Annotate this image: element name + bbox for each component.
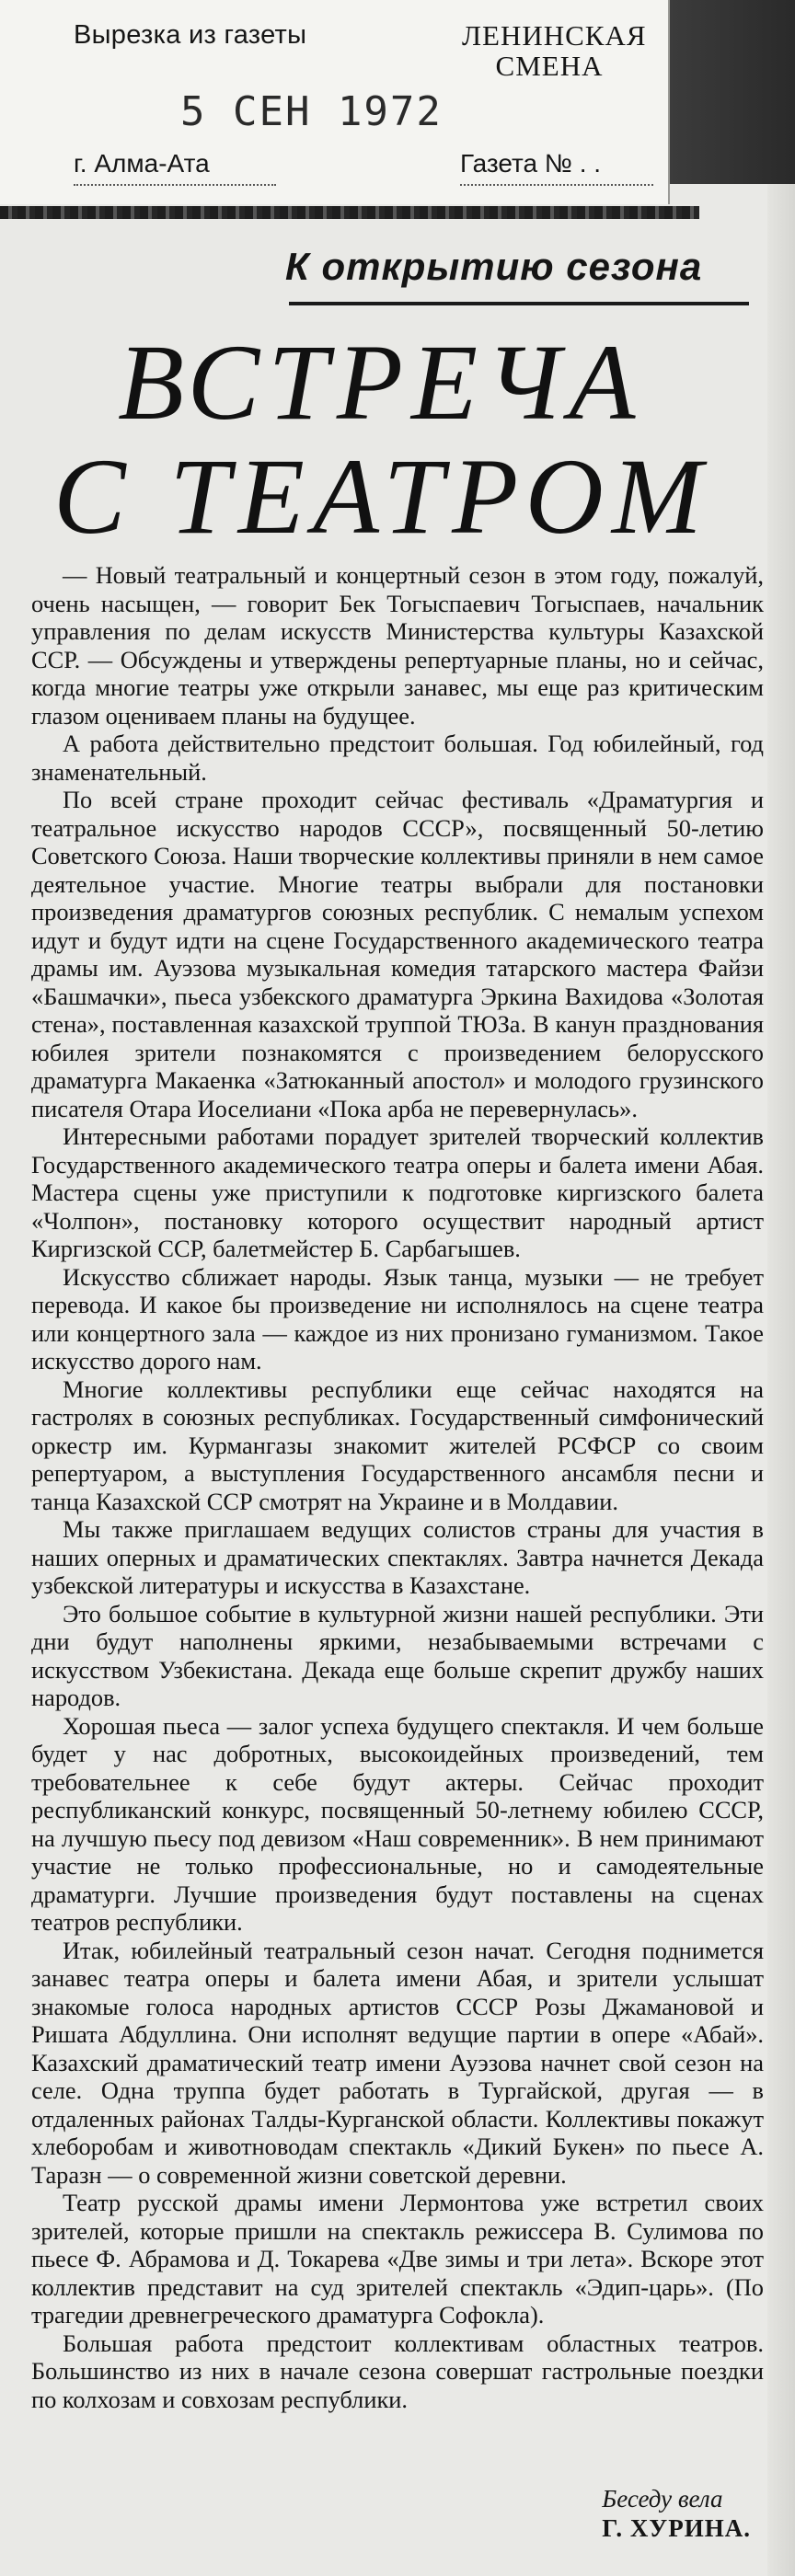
byline-name: Г. ХУРИНА.	[602, 2514, 751, 2542]
newspaper-clipping	[13, 226, 766, 2563]
paragraph: — Новый театральный и концертный сезон в этом году, пожалуй, очень насыщен, — говорит Бек Тогыспаевич Тогыспаев, начальник управления по делам искусств Министерства культуры Казахской ССР. — Обсуждены и утверждены репертуарные планы, но и сейчас, когда многие театры уже открыли занавес, мы еще раз критическим глазом оцениваем планы на будущее.	[31, 561, 764, 730]
paragraph: Итак, юбилейный театральный сезон начат. Сегодня поднимется занавес театра оперы и балета имени Абая, и зрители услышат знакомые голоса народных артистов СССР Розы Джамановой и Ришата Абдуллина. Они исполнят ведущие партии в опере «Абай». Казахский драматический театр имени Ауэзова начнет свой сезон на селе. Одна труппа будет работать в Тургайской, другая — в отдаленных районах Талды-Курганской области. Коллективы покажут хлеборобам и животноводам спектакль «Дикий Букен» по пьесе А. Таразн — о современной жизни советской деревни.	[31, 1936, 764, 2189]
byline-label: Беседу вела	[602, 2485, 723, 2513]
paragraph: Большая работа предстоит коллективам областных театров. Большинство из них в начале сезона совершат гастрольные поездки по колхозам и совхозам республики.	[31, 2329, 764, 2413]
date-stamp: 5 СЕН 1972	[180, 88, 443, 135]
headline-line-1: ВСТРЕЧА	[118, 322, 644, 443]
byline	[602, 2484, 751, 2543]
slip-paper-number: Газета № . .	[460, 149, 602, 178]
paragraph: Интересными работами порадует зрителей творческий коллектив Государственного академического театра оперы и балета имени Абая. Мастера сцены уже приступили к подготовке киргизского балета «Чолпон», постановку которого осуществит народный артист Киргизской ССР, балетмейстер Б. Сарбагышев.	[31, 1122, 764, 1262]
article-body	[31, 561, 764, 2413]
slip-city: г. Алма-Ата	[74, 149, 210, 178]
newspaper-name: ЛЕНИНСКАЯ СМЕНА	[462, 19, 647, 82]
rubric: К открытию сезона	[285, 245, 703, 288]
paragraph: Искусство сближает народы. Язык танца, музыки — не требует перевода. И какое бы произведение ни исполнялось на сцене театра или концертного зала — каждое из них пронизано гуманизмом. Такое искусство дорого нам.	[31, 1262, 764, 1374]
paragraph: Хорошая пьеса — залог успеха будущего спектакля. И чем больше будет у нас добротных, высокоидейных произведений, тем требовательнее к себе будут актеры. Сейчас проходит республиканский конкурс, посвященный 50-летнему юбилею СССР, на лучшую пьесу под девизом «Наш современник». В нем принимают участие не только профессиональные, но и самодеятельные драматурги. Лучшие произведения будут поставлены на сценах театров республики.	[31, 1711, 764, 1936]
slip-label: Вырезка из газеты	[74, 20, 307, 50]
scanner-margin-shadow	[767, 184, 795, 2576]
paragraph: А работа действительно предстоит большая. Год юбилейный, год знаменательный.	[31, 730, 764, 786]
scanner-margin	[668, 0, 795, 184]
headline-line-2: С ТЕАТРОМ	[53, 436, 711, 557]
paragraph: Театр русской драмы имени Лермонтова уже встретил своих зрителей, которые пришли на спектакль режиссера В. Сулимова по пьесе Ф. Абрамова и Д. Токарева «Две зимы и три лета». Вскоре этот коллектив представит на суд зрителей спектакль «Эдип-царь». (По трагедии древнегреческого драматурга Софокла).	[31, 2189, 764, 2329]
city-underline	[74, 184, 276, 186]
headline	[53, 322, 762, 557]
paragraph: Мы также приглашаем ведущих солистов страны для участия в наших оперных и драматических спектаклях. Завтра начнется Декада узбекской литературы и искусства в Казахстане.	[31, 1515, 764, 1599]
paragraph: Многие коллективы республики еще сейчас находятся на гастролях в союзных республиках. Государственный симфонический оркестр им. Курмангазы знакомит жителей РСФСР со своим репертуаром, а выступления Государственного ансамбля песни и танца Казахской ССР смотрят на Украине и в Молдавии.	[31, 1374, 764, 1515]
paper-number-underline	[460, 184, 653, 186]
torn-edge	[0, 206, 699, 219]
clipping-bureau-slip	[0, 0, 670, 204]
rubric-rule	[289, 302, 749, 305]
paragraph: По всей стране проходит сейчас фестиваль «Драматургия и театральное искусство народов СССР», посвященный 50-летию Советского Союза. Наши творческие коллективы приняли в нем самое деятельное участие. Многие театры выбрали для постановки произведения драматургов союзных республик. С немалым успехом идут и будут идти на сцене Государственного академического театра драмы им. Ауэзова музыкальная комедия татарского мастера Файзи «Башмачки», пьеса узбекского драматурга Эркина Вахидова «Золотая стена», поставленная казахской труппой ТЮЗа. В канун празднования юбилея зрители познакомятся с произведением белорусского драматурга Макаенка «Затюканный апостол» и молодого грузинского писателя Отара Иоселиани «Пока арба не перевернулась».	[31, 786, 764, 1122]
paragraph: Это большое событие в культурной жизни нашей республики. Эти дни будут наполнены яркими, незабываемыми встречами с искусством Узбекистана. Декада еще больше скрепит дружбу наших народов.	[31, 1599, 764, 1711]
